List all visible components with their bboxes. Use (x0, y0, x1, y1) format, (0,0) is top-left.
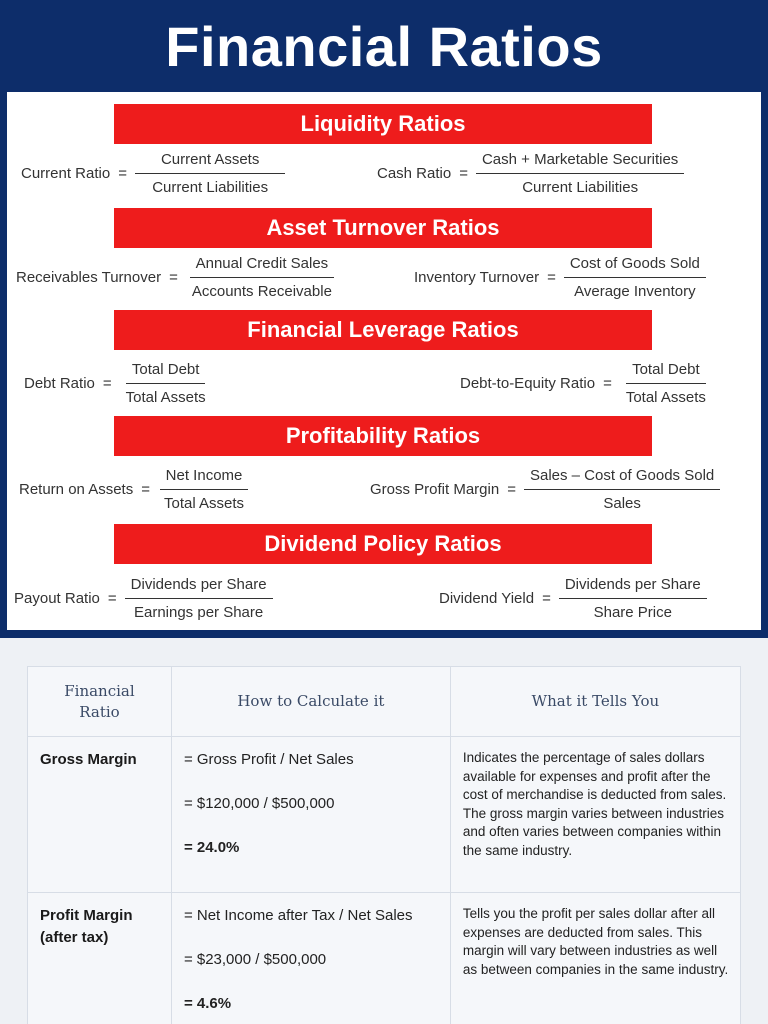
equals-sign: = (169, 268, 178, 286)
calculation-formula: = Net Income after Tax / Net Sales (183, 907, 413, 924)
numerator: Cost of Goods Sold (564, 255, 706, 278)
calculation-result: = 24.0% (183, 839, 240, 856)
numerator: Dividends per Share (559, 576, 707, 599)
meaning-cell (450, 737, 740, 893)
denominator: Sales (603, 494, 641, 512)
formula-name: Debt Ratio (24, 374, 95, 392)
numerator: Cash + Marketable Securities (476, 151, 684, 174)
formula-name: Debt-to-Equity Ratio (460, 374, 596, 392)
table-header-row (28, 667, 741, 737)
ratio-name-cell (28, 737, 172, 893)
numerator: Annual Credit Sales (190, 255, 335, 278)
denominator: Total Assets (125, 388, 206, 406)
formula-inventory-turnover (414, 249, 706, 305)
section-heading-liquidity: Liquidity Ratios (114, 104, 652, 144)
fraction (620, 361, 712, 406)
formula-name: Gross Profit Margin (370, 480, 500, 498)
equals-sign: = (542, 589, 551, 607)
formula-name: Dividend Yield (439, 589, 535, 607)
section-heading-dividend-policy: Dividend Policy Ratios (114, 524, 652, 564)
equals-sign: = (107, 589, 117, 607)
calculation-cell (171, 893, 450, 1024)
meaning-text: Indicates the percentage of sales dollars available for expenses and profit after the cost of merchandise is deducted from sales. The gross margin varies between industries and often varies between companies within the same industry. (462, 750, 727, 858)
numerator: Sales – Cost of Goods Sold (524, 467, 720, 490)
formula-name: Receivables Turnover (16, 268, 162, 286)
calculation-values: = $23,000 / $500,000 (183, 951, 327, 968)
column-header-meaning: What it Tells You (450, 667, 740, 737)
equals-sign: = (459, 164, 468, 182)
formula-debt-ratio (24, 355, 212, 411)
ratio-name: Gross Margin (40, 751, 137, 768)
section-heading-financial-leverage: Financial Leverage Ratios (114, 310, 652, 350)
equals-sign: = (141, 480, 150, 498)
equals-sign: = (547, 268, 556, 286)
fraction (186, 255, 338, 300)
formula-row-asset-turnover (7, 249, 761, 305)
fraction (135, 151, 285, 196)
denominator: Current Liabilities (522, 178, 639, 196)
formula-name: Inventory Turnover (414, 268, 540, 286)
denominator: Total Assets (164, 494, 245, 512)
meaning-text: Tells you the profit per sales dollar after all expenses are deducted from sales. This margin will vary between industries as well as between companies in the same industry. (462, 906, 729, 977)
formula-name: Return on Assets (19, 480, 134, 498)
denominator: Average Inventory (574, 282, 696, 300)
infographic-title: Financial Ratios (165, 15, 603, 78)
equals-sign: = (102, 374, 112, 392)
fraction (120, 361, 212, 406)
formula-name: Current Ratio (21, 164, 111, 182)
formula-cash-ratio (377, 145, 684, 201)
ratio-table-area (0, 638, 768, 1024)
calculation-cell (171, 737, 450, 893)
numerator: Dividends per Share (125, 576, 273, 599)
ratio-name-cell (28, 893, 172, 1024)
formula-return-on-assets (19, 461, 250, 517)
denominator: Current Liabilities (152, 178, 269, 196)
formula-name: Cash Ratio (377, 164, 452, 182)
calculation-values: = $120,000 / $500,000 (183, 795, 335, 812)
meaning-cell (450, 893, 740, 1024)
fraction (564, 255, 706, 300)
formula-current-ratio (21, 145, 285, 201)
numerator: Total Debt (626, 361, 706, 384)
section-heading-profitability: Profitability Ratios (114, 416, 652, 456)
formula-payout-ratio (14, 570, 273, 626)
fraction (559, 576, 707, 621)
fraction (476, 151, 684, 196)
equals-sign: = (507, 480, 516, 498)
section-heading-asset-turnover: Asset Turnover Ratios (114, 208, 652, 248)
formula-row-liquidity (7, 145, 761, 201)
table-row (28, 737, 741, 893)
ratio-table (27, 666, 741, 1024)
formula-dividend-yield (439, 570, 707, 626)
formula-gross-profit-margin (370, 461, 720, 517)
numerator: Current Assets (135, 151, 285, 174)
formula-name: Payout Ratio (14, 589, 100, 607)
column-header-ratio: Financial Ratio (28, 667, 172, 737)
numerator: Net Income (160, 467, 249, 490)
equals-sign: = (603, 374, 612, 392)
formula-receivables-turnover (16, 249, 338, 305)
denominator: Accounts Receivable (191, 282, 332, 300)
equals-sign: = (118, 164, 127, 182)
numerator: Total Debt (126, 361, 206, 384)
fraction (125, 576, 273, 621)
infographic-panel (7, 92, 761, 630)
fraction (158, 467, 250, 512)
denominator: Earnings per Share (133, 603, 264, 621)
calculation-formula: = Gross Profit / Net Sales (183, 751, 354, 768)
column-header-calculation: How to Calculate it (171, 667, 450, 737)
formula-row-financial-leverage (7, 355, 761, 411)
denominator: Share Price (593, 603, 672, 621)
ratio-name: Profit Margin (after tax) (40, 907, 133, 946)
table-row (28, 893, 741, 1024)
formula-row-profitability (7, 461, 761, 517)
fraction (524, 467, 720, 512)
denominator: Total Assets (625, 388, 706, 406)
calculation-result: = 4.6% (183, 995, 232, 1012)
formula-row-dividend-policy (7, 570, 761, 626)
formula-debt-to-equity-ratio (460, 355, 712, 411)
